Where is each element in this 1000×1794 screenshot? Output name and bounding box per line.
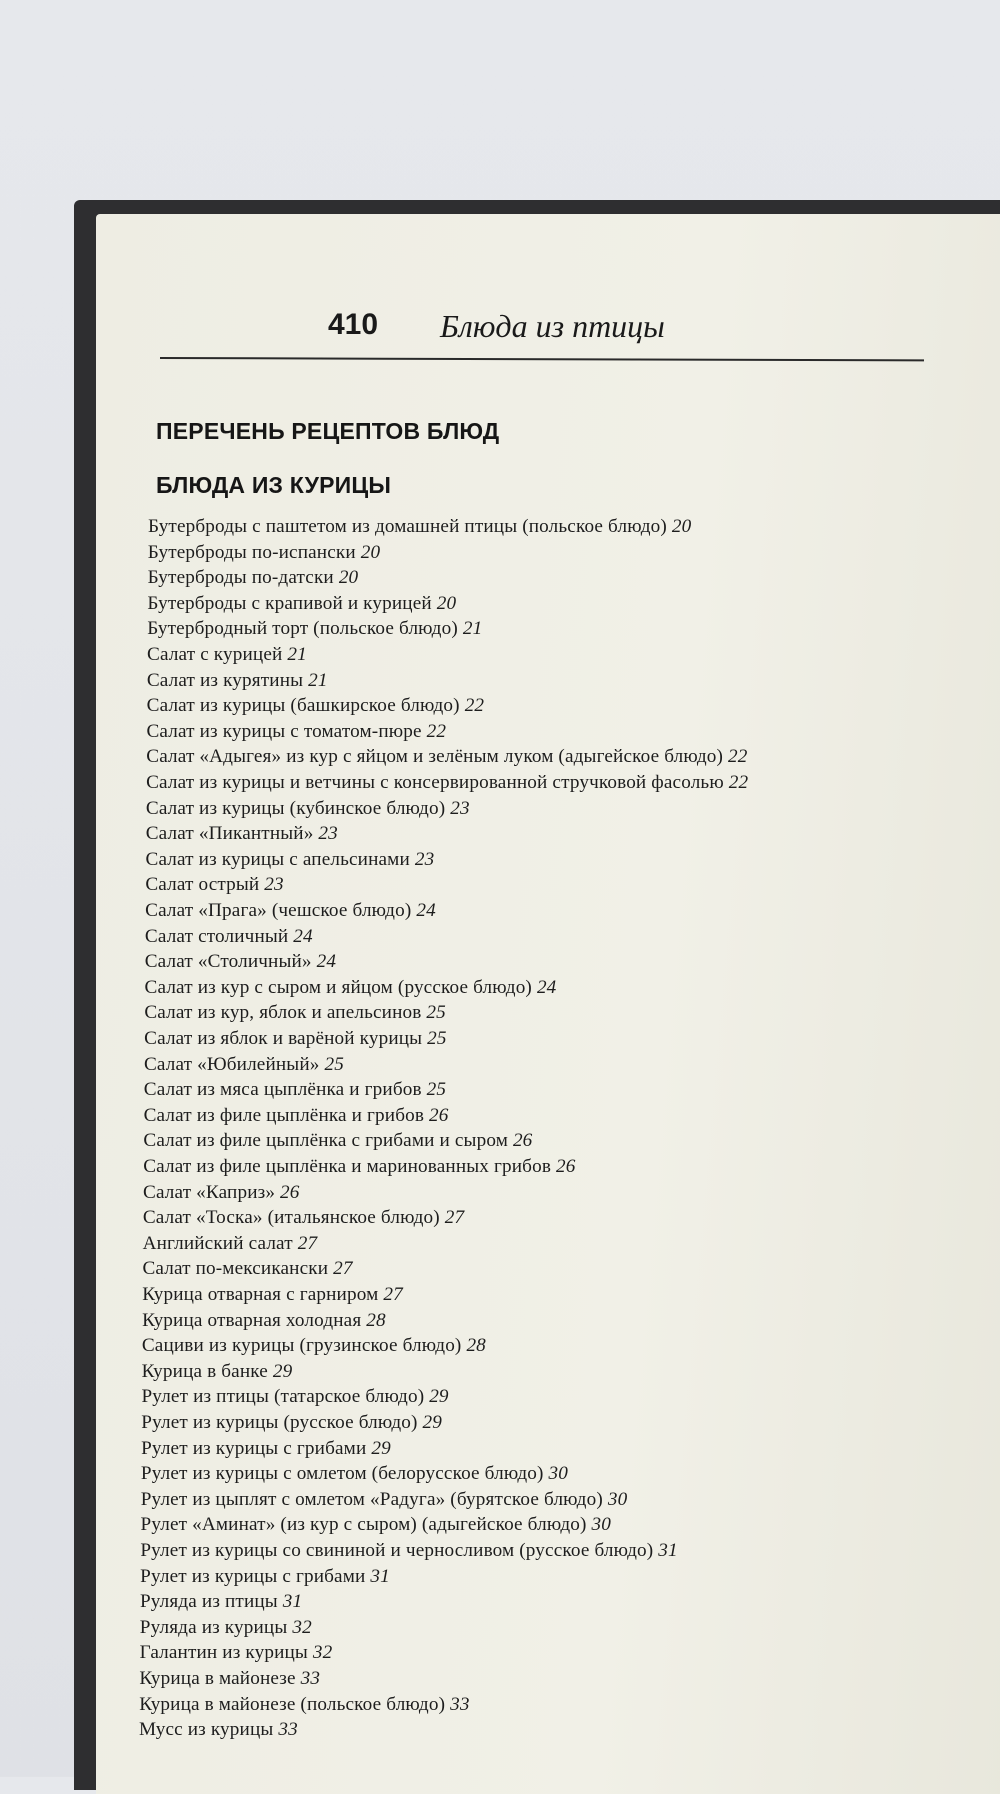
recipe-page-number: 21 [462,618,483,640]
recipe-entry [146,772,748,794]
recipe-entry [146,798,470,820]
recipe-title: Английский салат [142,1232,293,1254]
recipe-title: Рулет «Аминат» (из кур с сыром) (адыгейское блюдо) [140,1514,587,1536]
recipe-entry [144,1105,449,1127]
recipe-entry [140,1566,390,1588]
recipe-page-number: 32 [292,1616,312,1638]
recipe-title: Сациви из курицы (грузинское блюдо) [141,1335,462,1357]
recipe-entry [148,516,691,538]
recipe-entry [146,823,338,845]
recipe-entry [143,1182,300,1204]
recipe-entry [142,1284,403,1306]
recipe-page-number: 29 [422,1412,443,1433]
recipe-page-number: 31 [370,1565,390,1587]
recipe-entry [140,1617,312,1639]
recipe-page-number: 23 [264,874,284,896]
recipe-entry [140,1591,302,1613]
running-head [0,308,1000,348]
recipe-page-number: 27 [444,1207,465,1229]
recipe-page-number: 23 [414,848,435,870]
recipe-entry [145,926,313,948]
recipe-title: Салат из кур с сыром и яйцом (русское блюдо) [144,976,532,998]
recipe-title: Рулет из курицы со свининой и черносливом (русское блюдо) [140,1540,654,1561]
recipe-entry [141,1514,611,1536]
recipe-title: Салат «Столичный» [144,951,312,973]
recipe-entry [142,1258,352,1280]
recipe-entry [147,618,482,640]
recipe-entry [148,567,359,589]
recipe-page-number: 20 [360,541,381,563]
recipe-page-number: 25 [427,1028,447,1049]
recipe-page-number: 21 [287,644,307,665]
recipe-title: Бутерброды с крапивой и курицей [147,592,432,614]
recipe-entry [143,1233,318,1255]
recipe-entry [139,1719,298,1741]
recipe-page-number: 25 [324,1053,344,1075]
recipe-entry [140,1642,333,1664]
recipe-page-number: 31 [282,1591,303,1613]
recipe-entry [146,849,435,871]
recipe-title: Салат из курицы и ветчины с консервированной стручковой фасолью [146,772,724,793]
recipe-title: Салат из курицы (башкирское блюдо) [146,695,460,717]
recipe-title: Курица в банке [141,1360,268,1382]
recipe-page-number: 20 [436,592,457,614]
recipe-title: Мусс из курицы [139,1719,274,1741]
recipe-title: Курица отварная с гарниром [142,1284,379,1305]
recipe-title: Салат из филе цыплёнка и маринованных грибов [143,1156,552,1177]
recipe-entry [140,1540,677,1562]
recipe-entry [145,951,336,973]
recipe-title: Бутерброды по-датски [147,567,334,589]
recipe-title: Салат по-мексикански [142,1258,329,1280]
recipe-title: Бутерброды с паштетом из домашней птицы (польское блюдо) [148,516,667,537]
recipe-title: Рулет из птицы (татарское блюдо) [141,1386,425,1408]
recipe-page-number: 26 [512,1130,533,1152]
recipe-entry [147,593,456,615]
recipe-page-number: 27 [333,1258,353,1280]
recipe-title: Салат из кур, яблок и апельсинов [144,1002,422,1024]
recipe-page-number: 30 [607,1488,628,1510]
recipe-title: Салат из курятины [146,669,304,691]
recipe-entry [141,1489,628,1511]
recipe-page-number: 30 [548,1463,568,1485]
recipe-title: Салат из мяса цыплёнка и грибов [143,1079,422,1101]
recipe-page-number: 25 [426,1079,447,1101]
recipe-page-number: 29 [371,1437,391,1459]
recipe-entry [142,1361,293,1383]
section-title: Блюда из птицы [440,308,665,344]
recipe-page-number: 24 [316,951,337,973]
recipe-page-number: 27 [383,1284,403,1305]
recipe-title: Руляда из курицы [139,1616,288,1638]
page-number: 410 [328,308,379,341]
recipe-entry [143,1207,464,1229]
subsection-heading: БЛЮДА ИЗ КУРИЦЫ [156,472,392,498]
recipe-entry [144,1054,344,1076]
recipe-title: Салат из филе цыплёнка и грибов [143,1104,425,1126]
recipe-page-number: 27 [297,1232,318,1254]
recipe-entry [141,1438,391,1460]
recipe-entry [142,1310,386,1332]
recipe-page-number: 26 [429,1104,449,1126]
recipe-title: Салат «Тоска» (итальянское блюдо) [142,1207,440,1229]
recipe-entry [139,1694,469,1716]
recipe-title: Курица в майонезе (польское блюдо) [139,1693,446,1715]
recipe-title: Салат «Пикантный» [145,823,314,845]
recipe-title: Рулет из курицы с омлетом (белорусское блюдо) [140,1463,544,1485]
recipe-entry [139,1668,320,1690]
recipe-title: Салат из яблок и варёной курицы [144,1028,423,1049]
recipe-page-number: 26 [556,1156,576,1177]
recipe-page-number: 21 [308,669,328,691]
recipe-title: Бутербродный торт (польское блюдо) [147,618,458,640]
recipe-entry [148,542,380,564]
recipe-entry [141,1386,448,1408]
recipe-entry [143,1156,575,1178]
recipe-title: Салат острый [145,874,260,896]
recipe-title: Салат из курицы с томатом-пюре [146,720,422,742]
recipe-page-number: 32 [312,1642,333,1664]
recipe-entry [145,977,557,999]
recipe-page-number: 20 [338,567,359,589]
recipe-entry [142,1335,486,1357]
recipe-page-number: 22 [728,772,749,793]
recipe-page-number: 28 [366,1309,386,1331]
recipe-title: Салат из курицы с апельсинами [145,848,410,870]
recipe-title: Салат столичный [144,925,289,947]
recipe-page-number: 22 [464,695,485,717]
recipe-page-number: 20 [671,516,692,537]
recipe-page-number: 30 [591,1514,611,1536]
recipe-entry [147,644,307,666]
recipe-page-number: 23 [450,797,470,819]
recipe-title: Курица отварная холодная [142,1309,362,1331]
recipe-title: Рулет из цыплят с омлетом «Радуга» (бурятское блюдо) [140,1488,603,1510]
recipe-page-number: 24 [416,900,436,921]
recipe-title: Рулет из курицы (русское блюдо) [141,1412,418,1433]
recipe-title: Курица в майонезе [139,1668,296,1689]
recipe-title: Рулет из курицы с грибами [140,1565,366,1587]
recipe-page-number: 28 [466,1335,486,1357]
recipe-page-number: 22 [728,746,748,768]
recipe-title: Салат «Прага» (чешское блюдо) [145,900,412,921]
recipe-entry [141,1412,442,1434]
recipe-page-number: 29 [272,1360,293,1382]
recipe-page-number: 26 [280,1181,300,1203]
recipe-list-heading: ПЕРЕЧЕНЬ РЕЦЕПТОВ БЛЮД [156,418,500,444]
recipe-title: Салат «Юбилейный» [143,1053,320,1075]
recipe-entry [147,670,328,692]
recipe-title: Галантин из курицы [139,1642,308,1664]
recipe-entry [146,746,747,768]
recipe-page-number: 25 [426,1002,446,1024]
recipe-entry [143,1130,532,1152]
recipe-title: Бутерброды по-испански [147,541,356,563]
recipe-page-number: 24 [293,925,313,947]
recipe-entry [145,900,436,922]
recipe-title: Рулет из курицы с грибами [141,1437,367,1459]
recipe-title: Салат из филе цыплёнка с грибами и сыром [143,1130,508,1152]
recipe-title: Салат из курицы (кубинское блюдо) [145,797,446,819]
recipe-title: Салат с курицей [147,644,283,665]
recipe-title: Салат «Адыгея» из кур с яйцом и зелёным луком (адыгейское блюдо) [146,746,724,768]
recipe-entry [141,1463,568,1485]
recipe-page-number: 33 [278,1719,298,1741]
recipe-page-number: 22 [426,720,447,742]
recipe-page-number: 29 [429,1386,449,1408]
recipe-page-number: 31 [658,1540,678,1561]
recipe-entry [146,721,446,743]
recipe-entry [144,1028,447,1050]
recipe-page-number: 23 [318,823,338,845]
recipe-entry [144,1002,446,1024]
recipe-title: Салат «Каприз» [143,1181,276,1203]
recipe-page-number: 24 [536,976,557,998]
recipe-page-number: 33 [300,1668,321,1689]
recipe-entry [147,695,485,717]
recipe-page-number: 33 [450,1693,470,1715]
recipe-title: Руляда из птицы [139,1591,278,1613]
recipe-entry [144,1079,446,1101]
recipe-entry [145,874,283,896]
